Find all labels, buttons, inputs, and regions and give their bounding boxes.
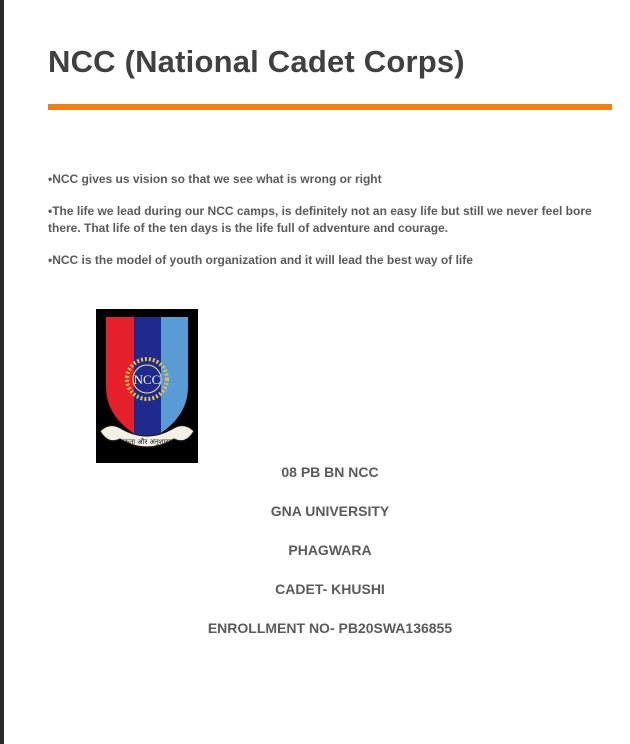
title-divider [48, 104, 612, 110]
university-text: GNA UNIVERSITY [270, 503, 390, 519]
emblem-text: NCC [133, 372, 161, 387]
cadet-info [150, 463, 510, 658]
cadet-name-text: CADET- KHUSHI [275, 581, 385, 597]
page-left-edge [0, 0, 4, 744]
ncc-emblem-icon [96, 309, 198, 463]
bullet-vision: • NCC gives us vision so that we see what is wrong or right [48, 171, 610, 188]
bullet-camp-life: • The life we lead during our NCC camps, is definitely not an easy life but still we never feel bore there. That life of the ten days is the life full of adventure and courage. [48, 203, 610, 237]
bullet-youth-organization: • NCC is the model of youth organization and it will lead the best way of life [48, 252, 610, 269]
page-title: NCC (National Cadet Corps) [48, 44, 465, 79]
city-text: PHAGWARA [288, 542, 372, 558]
bullet-list [48, 171, 610, 284]
battalion-text: 08 PB BN NCC [281, 464, 379, 480]
emblem-motto: एकता और अनुशासन [120, 438, 174, 446]
ncc-emblem-graphic [96, 309, 198, 463]
enrollment-text: ENROLLMENT NO- PB20SWA136855 [207, 620, 453, 636]
